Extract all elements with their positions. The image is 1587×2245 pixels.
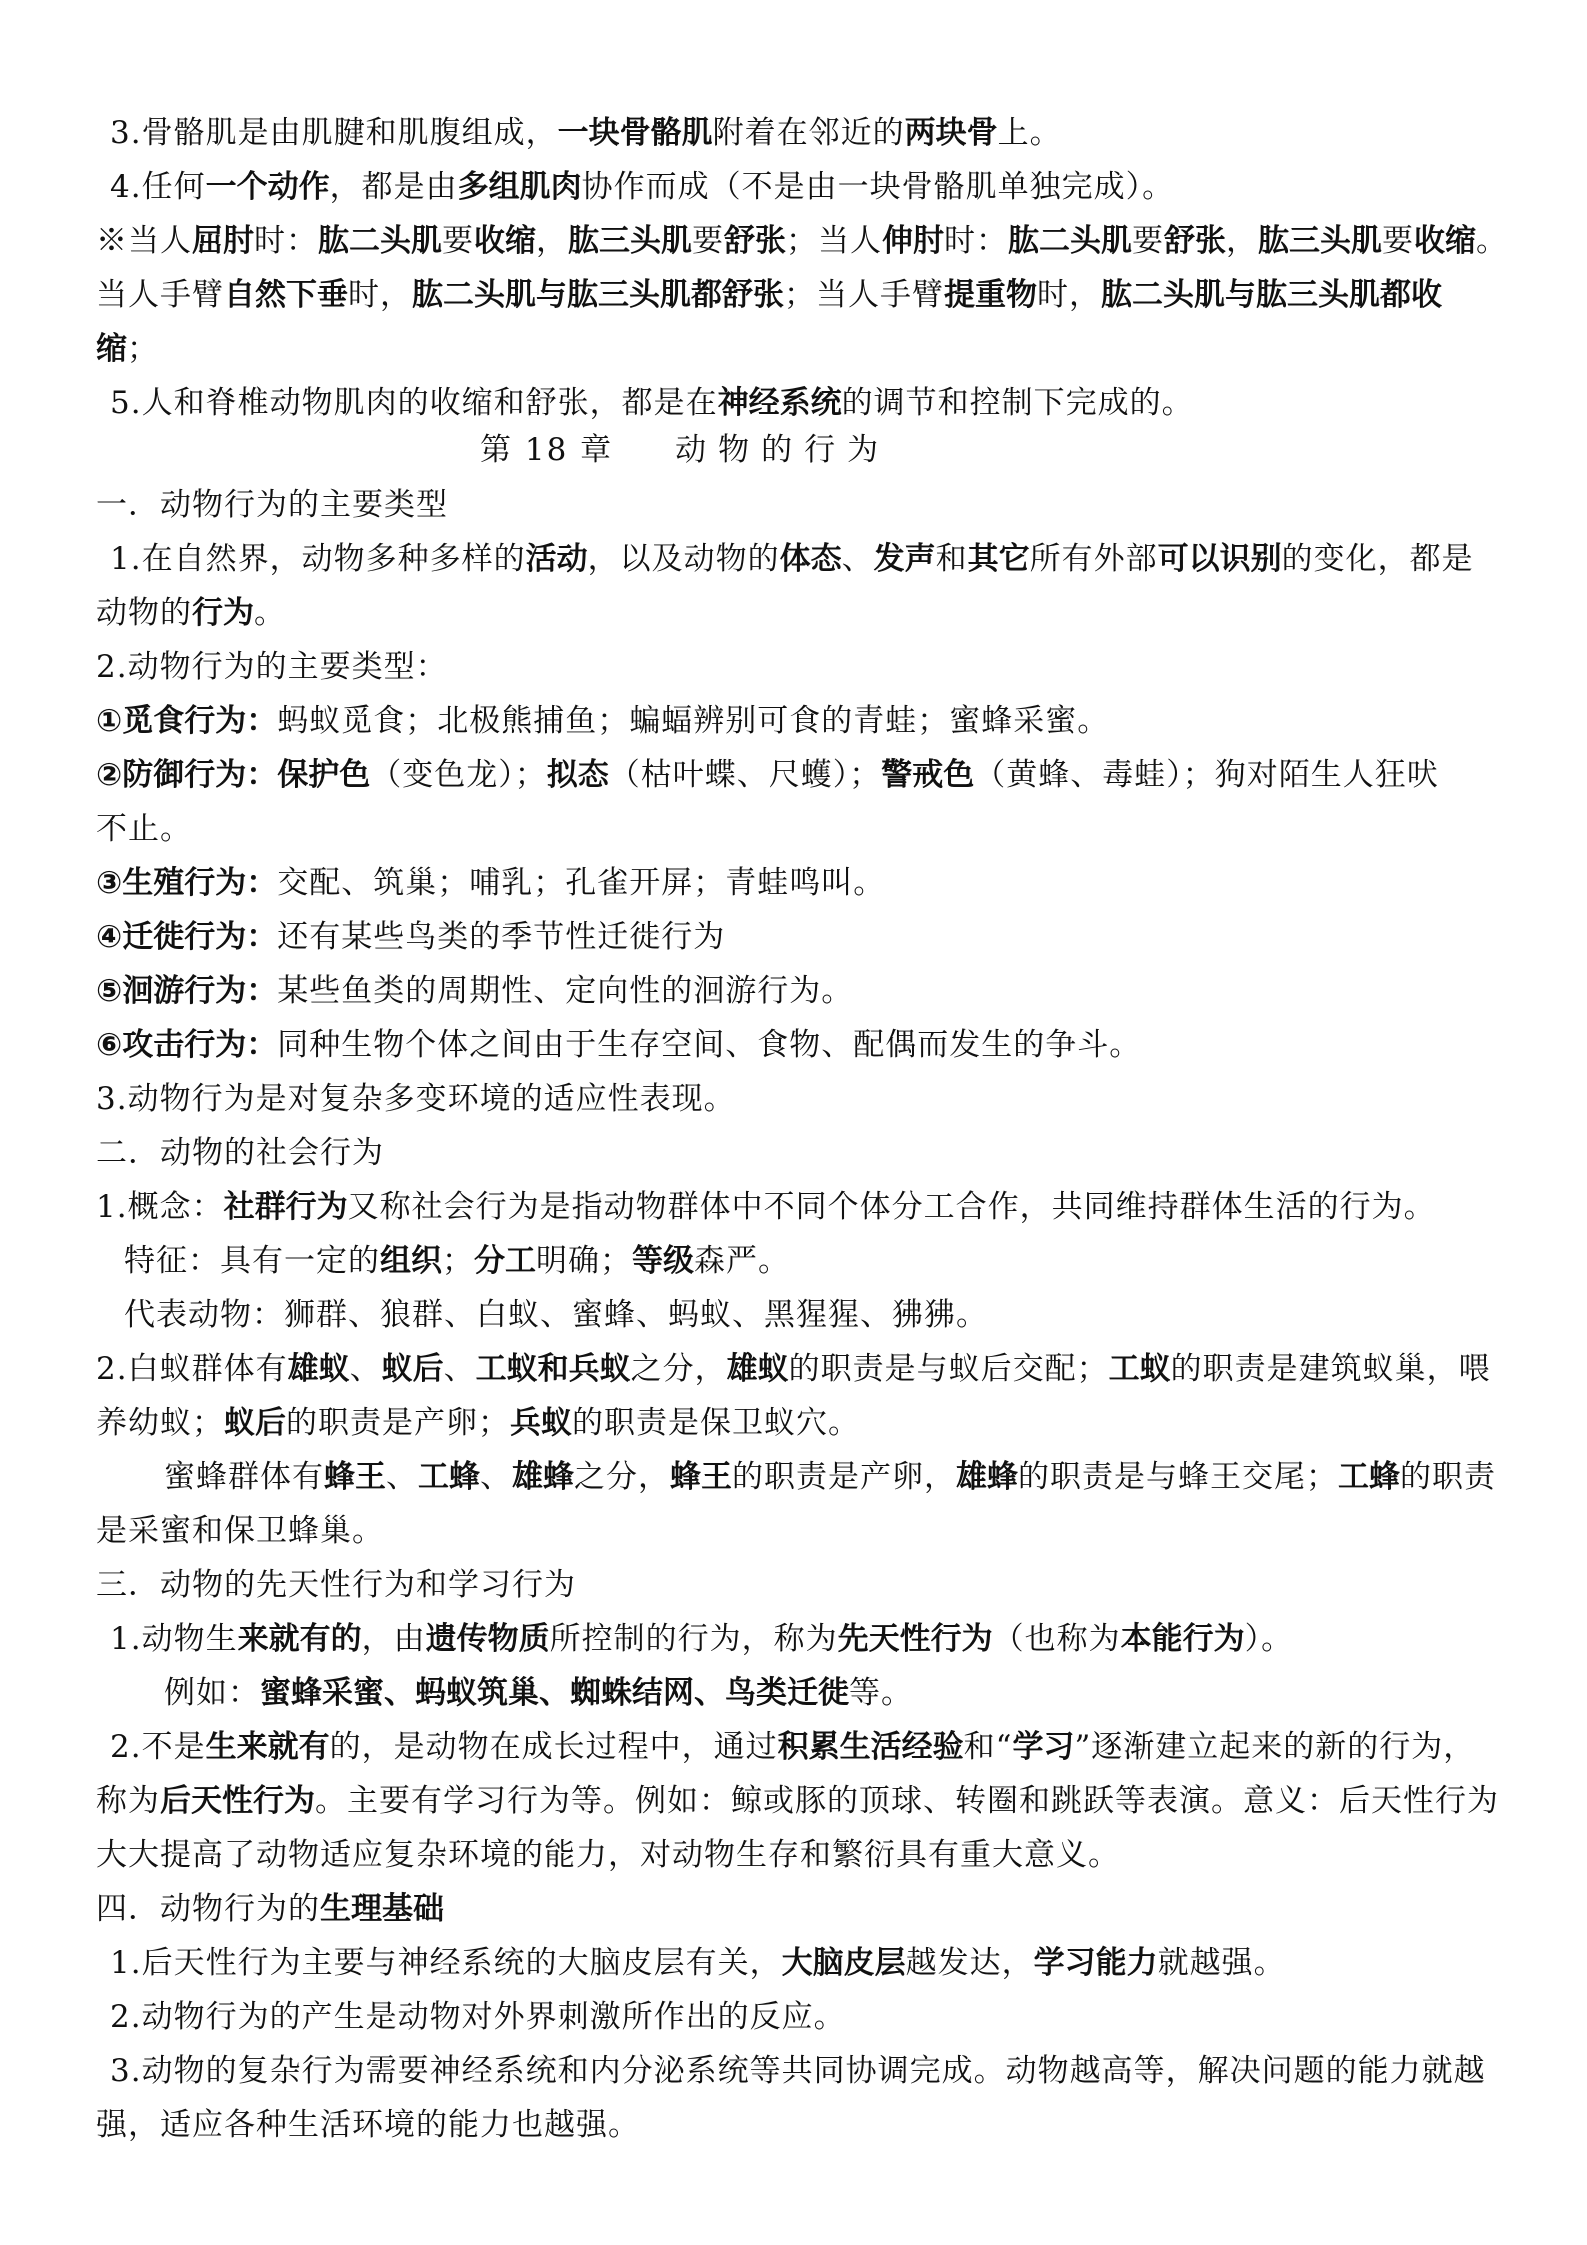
text-segment: 3.动物的复杂行为需要神经系统和内分泌系统等共同协调完成。动物越高等，解决问题的能力就越 [110, 2053, 1486, 2089]
bold-term: 社群行为 [223, 1189, 348, 1225]
bold-term: 肱二头肌与肱三头肌都舒张 [412, 277, 784, 313]
text-segment: 要 [442, 223, 474, 259]
bold-term: 后天性行为 [160, 1783, 315, 1819]
text-segment: 同种生物个体之间由于生存空间、食物、配偶而发生的争斗。 [277, 1027, 1142, 1063]
text-line-l11 [96, 645, 1506, 689]
text-segment: 3.骨骼肌是由肌腱和肌腹组成， [110, 115, 558, 151]
text-line-l37 [110, 2049, 1520, 2093]
text-segment: 2.动物行为的产生是动物对外界刺激所作出的反应。 [110, 1999, 846, 2035]
text-segment: 时： [254, 223, 318, 259]
text-segment: 1.动物生 [110, 1621, 238, 1657]
bold-term: 收缩 [474, 223, 536, 259]
text-segment: ”逐渐建立起来的新的行为， [1074, 1729, 1476, 1765]
text-segment: ； [127, 331, 159, 367]
bold-term: ②防御行为： [96, 757, 278, 793]
text-line-l38 [96, 2103, 1506, 2147]
text-segment: 、 [841, 541, 874, 577]
text-segment: 代表动物：狮群、狼群、白蚁、蜜蜂、蚂蚁、黑猩猩、狒狒。 [124, 1297, 988, 1333]
chapter-number: 第 18 章 [480, 432, 614, 468]
bold-term: 自然下垂 [224, 277, 348, 313]
text-line-l15 [96, 861, 1506, 905]
bold-term: 拟态 [546, 757, 609, 793]
bold-term: 先天性行为 [837, 1621, 993, 1657]
bold-term: ③生殖行为： [96, 865, 278, 901]
text-line-l33 [96, 1833, 1506, 1877]
bold-term: 伸肘 [882, 223, 944, 259]
text-segment: 的调节和控制下完成的。 [841, 385, 1194, 421]
text-segment: 大大提高了动物适应复杂环境的能力，对动物生存和繁衍具有重大意义。 [96, 1837, 1120, 1873]
text-segment: 之分， [630, 1351, 727, 1387]
bold-term: 缩 [96, 331, 127, 367]
bold-term: 舒张 [1164, 223, 1226, 259]
text-line-l14 [96, 807, 1506, 851]
text-line-l23 [124, 1293, 1534, 1337]
bold-term: 工蚁 [1108, 1351, 1171, 1387]
bold-term: 保护色 [277, 757, 371, 793]
text-segment: ， [536, 223, 568, 259]
text-line-l13 [96, 753, 1506, 797]
text-segment: 明确； [536, 1243, 632, 1279]
text-segment: 4.任何 [110, 169, 206, 205]
bold-term: 蚁后 [381, 1351, 444, 1387]
bold-term: 蜜蜂采蜜、蚂蚁筑巢、蜘蛛结网、鸟类迁徙 [260, 1675, 849, 1711]
text-segment: （黄蜂、毒蛙）；狗对陌生人狂吠 [974, 757, 1439, 793]
text-segment: 称为 [96, 1783, 160, 1819]
text-segment: 等。 [849, 1675, 913, 1711]
text-line-l12 [96, 699, 1506, 743]
text-line-l21 [96, 1185, 1506, 1229]
bold-term: 雄蚁 [287, 1351, 350, 1387]
text-line-l34 [96, 1887, 1506, 1931]
text-segment: 、 [480, 1459, 512, 1495]
text-segment: 养幼蚁； [96, 1405, 224, 1441]
text-segment: 要 [1382, 223, 1414, 259]
text-segment: ；当人手臂 [784, 277, 944, 313]
bold-term: 学习能力 [1033, 1945, 1158, 1981]
text-segment: 动物的 [96, 595, 192, 631]
text-segment: 、 [349, 1351, 382, 1387]
text-line-l29 [110, 1617, 1520, 1661]
bold-term: ⑥攻击行为： [96, 1027, 278, 1063]
text-line-l17 [96, 969, 1506, 1013]
text-segment: ， [1226, 223, 1258, 259]
text-segment: 四．动物行为的 [96, 1891, 320, 1927]
text-segment: ，都是由 [329, 169, 458, 205]
text-segment: 之分， [574, 1459, 670, 1495]
bold-term: 警戒色 [881, 757, 975, 793]
text-line-l30 [164, 1671, 1574, 1715]
text-segment: 当人手臂 [96, 277, 224, 313]
text-segment: 蚂蚁觅食；北极熊捕鱼；蝙蝠辨别可食的青蛙；蜜蜂采蜜。 [277, 703, 1110, 739]
bold-term: 活动 [525, 541, 588, 577]
bold-term: 肱三头肌 [1258, 223, 1382, 259]
bold-term: 蜂王 [670, 1459, 732, 1495]
bold-term: 来就有的 [237, 1621, 362, 1657]
text-line-l03 [96, 219, 1506, 263]
text-segment: 所有外部 [1029, 541, 1158, 577]
text-segment: 越发达， [905, 1945, 1034, 1981]
bold-term: 分工 [474, 1243, 536, 1279]
text-segment: 上。 [997, 115, 1062, 151]
text-segment: 和 [935, 541, 968, 577]
bold-term: 其它 [967, 541, 1030, 577]
bold-term: 学习 [1012, 1729, 1075, 1765]
text-line-l06 [110, 381, 1520, 425]
text-line-l20 [96, 1131, 1506, 1175]
text-segment: 一．动物行为的主要类型 [96, 487, 448, 523]
text-segment: 要 [692, 223, 724, 259]
text-segment: （枯叶蝶、尺蠖）； [608, 757, 882, 793]
bold-term: 等级 [632, 1243, 694, 1279]
text-segment: 强，适应各种生活环境的能力也越强。 [96, 2107, 640, 2143]
bold-term: 两块骨 [904, 115, 998, 151]
text-segment: 2.动物行为的主要类型： [96, 649, 448, 685]
bold-term: 组织 [380, 1243, 442, 1279]
text-segment: 就越强。 [1157, 1945, 1286, 1981]
text-segment: 时， [348, 277, 412, 313]
bold-term: 多组肌肉 [457, 169, 582, 205]
text-segment: 是采蜜和保卫蜂巢。 [96, 1513, 384, 1549]
text-segment: 3.动物行为是对复杂多变环境的适应性表现。 [96, 1081, 736, 1117]
bold-term: 发声 [873, 541, 936, 577]
bold-term: 兵蚁 [568, 1351, 631, 1387]
text-line-l18 [96, 1023, 1506, 1067]
text-segment: 森严。 [694, 1243, 790, 1279]
bold-term: 生理基础 [320, 1891, 444, 1927]
text-segment: ※当人 [96, 223, 192, 259]
bold-term: 积累生活经验 [777, 1729, 964, 1765]
text-segment: 特征：具有一定的 [124, 1243, 380, 1279]
text-segment: 、 [443, 1351, 476, 1387]
bold-term: 雄蚁 [726, 1351, 789, 1387]
text-segment: 蜜蜂群体有 [164, 1459, 324, 1495]
text-segment: 。 [1476, 223, 1508, 259]
bold-term: 一块骨骼肌 [557, 115, 713, 151]
text-segment: 的职责是产卵； [286, 1405, 510, 1441]
bold-term: 行为 [192, 595, 254, 631]
text-segment: 。主要有学习行为等。例如：鲸或豚的顶球、转圈和跳跃等表演。意义：后天性行为 [315, 1783, 1499, 1819]
text-segment: 和“ [963, 1729, 1013, 1765]
bold-term: 提重物 [944, 277, 1037, 313]
text-segment: 的职责 [1400, 1459, 1496, 1495]
text-line-l35 [110, 1941, 1520, 1985]
text-line-l27 [96, 1509, 1506, 1553]
text-segment: （也称为 [992, 1621, 1121, 1657]
bold-term: 肱二头肌 [1008, 223, 1132, 259]
text-segment: 2.不是 [110, 1729, 206, 1765]
text-segment: 所控制的行为，称为 [549, 1621, 838, 1657]
text-segment: 二．动物的社会行为 [96, 1135, 384, 1171]
text-segment: 协作而成（不是由一块骨骼肌单独完成）。 [581, 169, 1175, 205]
text-segment: ，由 [361, 1621, 426, 1657]
text-line-l04 [96, 273, 1506, 317]
bold-term: 体态 [779, 541, 842, 577]
text-segment: 1.后天性行为主要与神经系统的大脑皮层有关， [110, 1945, 782, 1981]
text-segment: 附着在邻近的 [712, 115, 905, 151]
text-segment: 的职责是产卵， [732, 1459, 956, 1495]
text-line-l32 [96, 1779, 1506, 1823]
text-line-l24 [96, 1347, 1506, 1391]
bold-term: 神经系统 [717, 385, 842, 421]
text-segment: 1.概念： [96, 1189, 224, 1225]
bold-term: 舒张 [724, 223, 786, 259]
text-line-l05 [96, 327, 1506, 371]
text-line-l28 [96, 1563, 1506, 1607]
text-line-l25 [96, 1401, 1506, 1445]
bold-term: 肱三头肌 [568, 223, 692, 259]
bold-term: 屈肘 [192, 223, 254, 259]
text-line-l19 [96, 1077, 1506, 1121]
bold-term: 本能行为 [1120, 1621, 1245, 1657]
text-segment: 时： [944, 223, 1008, 259]
bold-term: 雄蜂 [512, 1459, 574, 1495]
bold-term: 蜂王 [324, 1459, 386, 1495]
text-line-l02 [110, 165, 1520, 209]
text-line-l09 [110, 537, 1520, 581]
bold-term: ④迁徙行为： [96, 919, 278, 955]
bold-term: 一个动作 [205, 169, 330, 205]
text-segment: 又称社会行为是指动物群体中不同个体分工合作，共同维持群体生活的行为。 [347, 1189, 1436, 1225]
bold-term: ⑤洄游行为： [96, 973, 278, 1009]
text-line-l26 [164, 1455, 1574, 1499]
text-segment: （变色龙）； [370, 757, 547, 793]
text-segment: ）。 [1244, 1621, 1294, 1657]
text-line-l36 [110, 1995, 1520, 2039]
text-segment: 1.在自然界，动物多种多样的 [110, 541, 526, 577]
bold-term: 肱二头肌 [318, 223, 442, 259]
bold-term: 蚁后 [224, 1405, 286, 1441]
bold-term: 兵蚁 [510, 1405, 572, 1441]
bold-term: 遗传物质 [425, 1621, 550, 1657]
bold-term: 工蜂 [1338, 1459, 1400, 1495]
chapter-title: 动物的行为 [675, 432, 891, 468]
text-line-l08 [96, 483, 1506, 527]
text-segment: 不止。 [96, 811, 192, 847]
text-segment: 的职责是建筑蚁巢，喂 [1170, 1351, 1491, 1387]
text-line-l22 [124, 1239, 1534, 1283]
bold-term: 可以识别 [1157, 541, 1282, 577]
bold-term: 工蚁 [475, 1351, 538, 1387]
text-segment: 的职责是与蚁后交配； [788, 1351, 1109, 1387]
text-segment: 某些鱼类的周期性、定向性的洄游行为。 [277, 973, 854, 1009]
text-segment: ，以及动物的 [587, 541, 780, 577]
bold-term: 和 [537, 1351, 569, 1387]
bold-term: 雄蜂 [956, 1459, 1018, 1495]
text-line-l16 [96, 915, 1506, 959]
text-segment: ；当人 [786, 223, 882, 259]
text-segment: 的变化，都是 [1281, 541, 1474, 577]
text-segment: 时， [1037, 277, 1101, 313]
chapter-heading [480, 428, 890, 472]
bold-term: ①觅食行为： [96, 703, 278, 739]
text-segment: 的，是动物在成长过程中，通过 [329, 1729, 778, 1765]
text-line-l01 [110, 111, 1520, 155]
text-line-l31 [110, 1725, 1520, 1769]
text-segment: 的职责是保卫蚁穴。 [572, 1405, 860, 1441]
text-segment: 、 [386, 1459, 418, 1495]
text-segment: 2.白蚁群体有 [96, 1351, 288, 1387]
text-segment: 。 [254, 595, 286, 631]
text-segment: 5.人和脊椎动物肌肉的收缩和舒张，都是在 [110, 385, 718, 421]
bold-term: 大脑皮层 [781, 1945, 906, 1981]
text-segment: 例如： [164, 1675, 260, 1711]
text-segment: 的职责是与蜂王交尾； [1018, 1459, 1338, 1495]
bold-term: 工蜂 [418, 1459, 480, 1495]
text-segment: ； [442, 1243, 474, 1279]
bold-term: 肱二头肌与肱三头肌都收 [1101, 277, 1442, 313]
text-segment: 要 [1132, 223, 1164, 259]
bold-term: 生来就有 [205, 1729, 330, 1765]
text-segment: 交配、筑巢；哺乳；孔雀开屏；青蛙鸣叫。 [277, 865, 886, 901]
text-line-l10 [96, 591, 1506, 635]
text-segment: 还有某些鸟类的季节性迁徙行为 [277, 919, 726, 955]
bold-term: 收缩 [1414, 223, 1476, 259]
text-segment: 三．动物的先天性行为和学习行为 [96, 1567, 576, 1603]
